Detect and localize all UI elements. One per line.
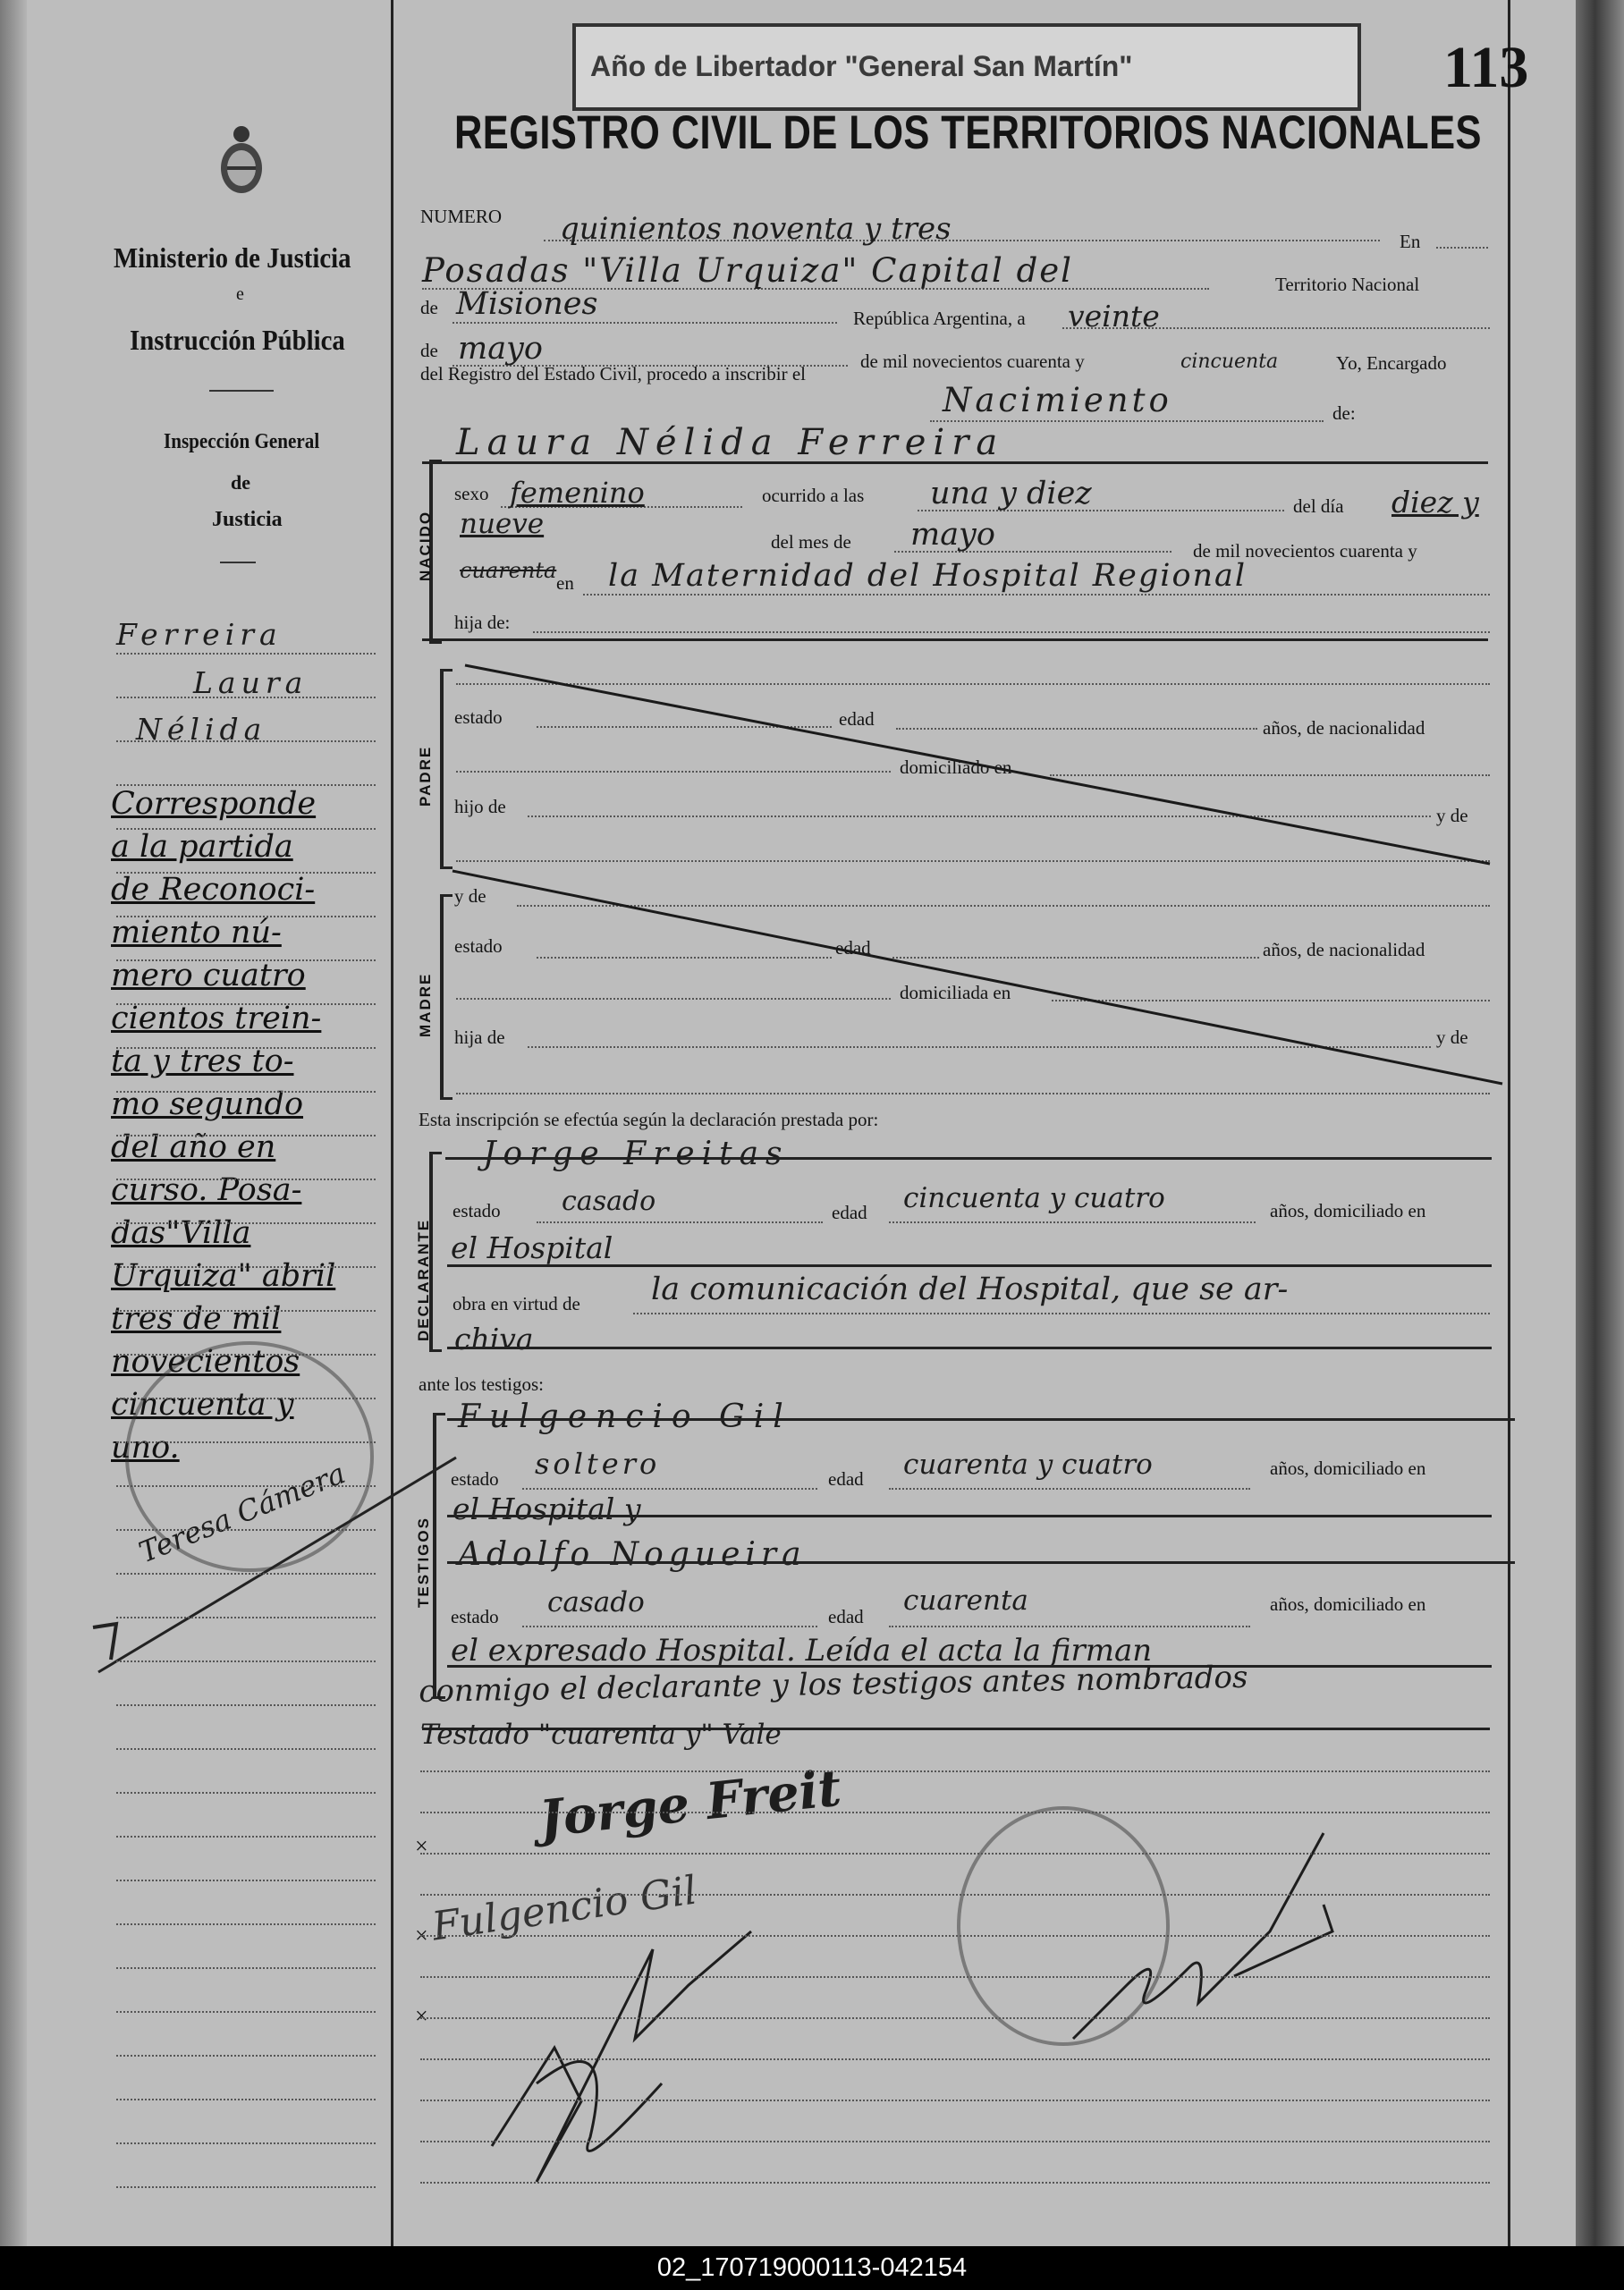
testigo2-anios-label: años, domiciliado en [1270,1593,1426,1615]
testigo1-name-line [447,1418,1515,1421]
declarante-domicilio: el Hospital [451,1230,613,1265]
nacido-end-line [422,638,1488,641]
margin-ruled-line [116,740,376,742]
margin-note-line: de Reconoci- [111,872,316,908]
margin-seal-stamp [125,1341,374,1572]
madre-side-label: MADRE [417,972,434,1037]
margin-note-line: mo segundo [111,1086,304,1122]
en-label-nacido: en [556,572,574,594]
signature-ruled-line [420,2182,1490,2184]
margin-ruled-line [116,1485,376,1487]
testigo1-estado: soltero [535,1447,661,1481]
declarante-estado-line [537,1221,823,1223]
margin-ruled-line [116,697,376,698]
testigo1-edad-label: edad [828,1468,864,1490]
madre-anios-label: años, de nacionalidad [1263,939,1425,960]
anio-value: cuarenta [460,558,557,583]
madre-edad-label: edad [835,937,871,959]
testigo1-signature: Fulgencio Gil [429,1867,700,1950]
margin-ruled-line [116,784,376,786]
image-code-footer [0,2246,1624,2290]
de-label-2: de [420,340,438,361]
margin-ruled-line [116,1135,376,1137]
margin-ruled-line [116,1091,376,1093]
declarante-obra: la comunicación del Hospital, que se ar- [651,1272,1289,1307]
margin-note-line: das"Villa [111,1215,251,1251]
testigo1-edad-line [889,1488,1250,1490]
testigo2-domicilio: el expresado Hospital. Leída el acta la firman [451,1633,1153,1669]
ocurrido-label: ocurrido a las [762,485,865,506]
closing-line-1: conmigo el declarante y los testigos antes nombrados [419,1659,1248,1710]
declarante-obra-label: obra en virtud de [453,1293,580,1314]
testigo2-estado: casado [547,1586,645,1618]
testigo2-name-line [447,1561,1515,1564]
signature-ruled-line [420,2141,1490,2142]
margin-ruled-line [116,1047,376,1049]
month-value: mayo [458,331,543,367]
act-value: Nacimiento [943,381,1172,419]
declarante-anios-label: años, domiciliado en [1270,1200,1426,1221]
margin-divider [391,0,393,2246]
margin-ruled-line [116,2011,376,2013]
inspection-de: de [231,471,250,494]
declarante-side-label: DECLARANTE [415,1218,432,1341]
margin-ruled-line [116,1660,376,1662]
margin-ruled-line [116,1398,376,1399]
madre-y-de-top: y de [454,885,486,907]
testigo1-domicilio-line [447,1515,1492,1517]
testigo1-domicilio: el Hospital y [453,1491,641,1526]
declarante-obra-line [633,1313,1490,1314]
declarante-end-line [447,1347,1492,1349]
margin-note-line: mero cuatro [111,958,306,993]
encargado-label: Yo, Encargado [1336,352,1447,374]
national-coat-of-arms [217,122,266,197]
testigo1-name: Fulgencio Gil [458,1399,792,1435]
margin-ruled-line [116,1179,376,1180]
territory-line [453,322,837,324]
en-line [1436,247,1488,249]
margin-ruled-line [116,1354,376,1356]
signature-ruled-line [420,2058,1490,2060]
testigo1-edad: cuarenta y cuatro [903,1449,1153,1481]
lugar-value: la Maternidad del Hospital Regional [608,558,1248,594]
madre-y-de-label: y de [1436,1027,1468,1048]
margin-ruled-line [116,1003,376,1005]
ministry-line2: Instrucción Pública [130,324,345,356]
hora-value: una y diez [930,476,1092,511]
margin-note-line: novecientos [111,1344,300,1380]
margin-note-line: cientos trein- [111,1001,322,1036]
margin-ruled-line [116,2099,376,2100]
place-value: Posadas "Villa Urquiza" Capital del [422,251,1073,290]
ministry-line1: Ministerio de Justicia [114,241,351,274]
padre-estado-label: estado [454,706,503,728]
right-border-line [1508,0,1510,2246]
declarante-domicilio-line [447,1264,1492,1267]
margin-note-line: cincuenta y [111,1387,294,1423]
page-title: REGISTRO CIVIL DE LOS TERRITORIOS NACIONALES [454,106,1482,159]
hijo-label: hija de: [454,612,511,633]
de-colon-label: de: [1332,402,1356,424]
testigo2-estado-line [522,1626,817,1627]
territory-value: Misiones [456,286,598,322]
declarante-obra-continued: chiva [454,1322,534,1356]
sig-x-3: × [415,2003,428,2029]
image-code: 02_170719000113-042154 [656,2253,968,2282]
hijo-line [533,631,1490,633]
padre-side-label: PADRE [417,745,434,807]
del-dia-label: del día [1293,495,1344,517]
dia-value: diez y [1391,485,1479,520]
sexo-label: sexo [454,483,489,504]
mes-label: del mes de [771,531,851,553]
margin-name-given2: Nélida [136,712,267,747]
inspection-line1: Inspección General [164,430,320,453]
padre-edad-label: edad [839,708,875,730]
year-stamp [572,23,1361,111]
margin-name-surname: Ferreira [116,617,283,652]
nacido-side-label: NACIDO [417,510,434,581]
year-value: cincuenta [1180,351,1279,373]
declarante-estado: casado [562,1186,656,1217]
page-right-edge [1576,0,1624,2246]
padre-hijo-label: hijo de [454,796,506,817]
declarante-estado-label: estado [453,1200,501,1221]
lugar-line [583,594,1490,596]
madre-domiciliada-label: domiciliada en [900,982,1011,1003]
margin-ruled-line [116,916,376,917]
margin-ruled-line [116,1880,376,1881]
padre-madre-cancel-strokes [447,653,1511,1100]
testigo2-signature [483,1914,841,2200]
margin-ruled-line [116,1617,376,1618]
margin-note-line: miento nú- [111,915,282,951]
sig-x-1: × [415,1833,428,1859]
dia-value-continued: nueve [460,508,545,540]
testigo1-estado-label: estado [451,1468,499,1490]
mes-value: mayo [910,517,995,553]
testigo2-edad-label: edad [828,1606,864,1627]
signature-ruled-line [420,1935,1490,1937]
testigo1-anios-label: años, domiciliado en [1270,1458,1426,1479]
madre-hija-label: hija de [454,1027,505,1048]
margin-ruled-line [116,1704,376,1706]
person-name-line [422,461,1488,464]
margin-signature: Teresa Cámera [134,1456,351,1570]
declarante-name-line [445,1157,1492,1160]
margin-ruled-line [116,828,376,830]
de-label-1: de [420,297,438,318]
margin-name-given1: Laura [193,665,309,700]
numero-label: NUMERO [420,206,503,227]
declarante-signature: Jorge Freit [537,1758,844,1849]
republica-label: República Argentina, a [853,308,1026,329]
signature-ruled-line [420,2017,1490,2019]
signature-ruled-line [420,1853,1490,1855]
en-label: En [1400,231,1421,252]
margin-note-line: curso. Posa- [111,1172,302,1208]
declarante-edad-label: edad [832,1202,867,1223]
year-stamp-text: Año de Libertador "General San Martín" [590,50,1133,82]
year-label: de mil novecientos cuarenta y [860,351,1085,372]
padre-anios-label: años, de nacionalidad [1263,717,1425,739]
margin-ruled-line [116,1441,376,1443]
margin-ruled-line [116,2186,376,2188]
testigo1-estado-line [522,1488,817,1490]
margin-ruled-line [116,1748,376,1750]
padre-domiciliado-label: domiciliado en [900,756,1012,778]
margin-ruled-line [116,872,376,874]
testigos-intro: ante los testigos: [419,1373,544,1395]
margin-ruled-line [116,1266,376,1268]
margin-ruled-line [116,959,376,961]
testigo2-edad-line [889,1626,1250,1627]
margin-note-line: del año en [111,1129,276,1165]
margin-ruled-line [116,1529,376,1531]
margin-note-line: tres de mil [111,1301,282,1337]
numero-value: quinientos noventa y tres [560,211,952,247]
territorio-label: Territorio Nacional [1275,274,1420,295]
margin-note-line: uno. [111,1430,180,1466]
sexo-value: femenino [510,476,645,510]
official-signature [1055,1824,1350,2066]
margin-note-line: ta y tres to- [111,1044,294,1079]
declarante-edad: cincuenta y cuatro [903,1182,1165,1214]
person-name: Laura Nélida Ferreira [456,422,1005,463]
margin-ruled-line [116,1573,376,1575]
margin-note-line: a la partida [111,829,293,865]
ministry-e: e [236,284,244,304]
declarante-name: Jorge Freitas [483,1136,790,1172]
declarante-intro: Esta inscripción se efectúa según la declaración prestada por: [419,1109,879,1130]
sig-x-2: × [415,1922,428,1948]
sidebar-rule-2 [220,562,256,563]
signature-ruled-line [420,1812,1490,1813]
testigo2-edad: cuarenta [903,1584,1028,1617]
page-left-edge [0,0,27,2246]
signature-ruled-line [420,2100,1490,2101]
testigo2-name: Adolfo Nogueira [458,1536,807,1573]
anio-label: de mil novecientos cuarenta y [1193,540,1417,562]
margin-ruled-line [116,2055,376,2057]
inspection-line2: Justicia [212,508,283,531]
margin-ruled-line [116,1792,376,1794]
testigos-side-label: TESTIGOS [415,1517,432,1608]
margin-note-line: Corresponde [111,786,317,822]
day-value: veinte [1068,299,1160,334]
folio-number: 113 [1443,35,1529,100]
margin-ruled-line [116,653,376,655]
signature-ruled-line [420,1770,1490,1772]
testigo2-estado-label: estado [451,1606,499,1627]
declarante-edad-line [889,1221,1256,1223]
signature-ruled-line [420,1976,1490,1978]
padre-y-de-label: y de [1436,805,1468,826]
margin-ruled-line [116,1836,376,1838]
closing-line-2: Testado "cuarenta y" Vale [420,1719,782,1751]
margin-ruled-line [116,1222,376,1224]
margin-ruled-line [116,1967,376,1969]
madre-estado-label: estado [454,935,503,957]
margin-ruled-line [116,2142,376,2144]
margin-note-line: Urquiza" abril [111,1258,336,1294]
testigos-bracket [433,1413,445,1699]
margin-ruled-line [116,1923,376,1925]
margin-ruled-line [116,1310,376,1312]
registro-label: del Registro del Estado Civil, procedo a inscribir el [420,363,806,384]
signature-ruled-line [420,1894,1490,1896]
sidebar-rule-1 [209,390,274,392]
